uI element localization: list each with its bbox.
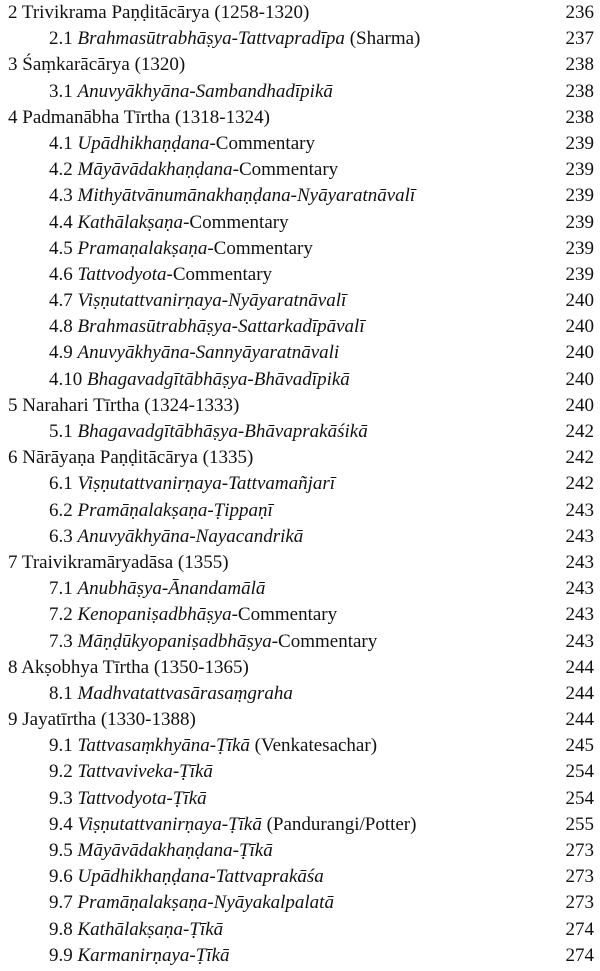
toc-entry-number: 4.3 — [49, 185, 73, 207]
toc-section-entry — [0, 262, 600, 288]
toc-entry-work-title: Bhagavadgītābhāṣya-Bhāvaprakāśikā — [77, 421, 368, 442]
toc-entry-work-title: Madhvatattvasārasaṃgraha — [77, 682, 293, 704]
toc-page-number: 239 — [565, 211, 594, 233]
toc-entry-number: 5 — [8, 394, 18, 416]
toc-page-number: 240 — [565, 368, 594, 390]
toc-entry-number: 4.1 — [49, 132, 73, 154]
toc-entry-title — [49, 212, 289, 233]
toc-entry-title — [49, 316, 365, 337]
toc-entry-title — [8, 107, 270, 128]
toc-section-entry — [0, 576, 600, 602]
toc-entry-number: 2.1 — [49, 28, 73, 50]
toc-entry-number: 7 — [8, 551, 18, 573]
toc-entry-work-title: Kathālakṣaṇa-Ṭīkā — [77, 918, 224, 940]
toc-entry-work-title: Viṣṇutattvanirṇaya-Nyāyaratnāvalī — [77, 290, 347, 312]
toc-entry-text: Jayatīrtha (1330-1388) — [22, 709, 196, 731]
toc-page-number: 274 — [565, 918, 594, 940]
toc-entry-work-title: Tattvasaṃkhyāna-Ṭīkā — [77, 735, 250, 757]
toc-entry-number: 6.2 — [49, 499, 73, 521]
toc-entry-title — [49, 238, 313, 259]
toc-section-entry — [0, 786, 600, 812]
toc-entry-text: (Venkatesachar) — [249, 735, 378, 757]
toc-entry-work-title: Viṣṇutattvanirṇaya-Ṭīkā — [77, 813, 262, 835]
toc-entry-title — [49, 840, 273, 861]
toc-section-entry — [0, 759, 600, 785]
toc-page-number: 243 — [565, 525, 594, 547]
toc-page-number: 240 — [565, 290, 594, 312]
toc-entry-title — [49, 264, 272, 285]
toc-section-entry — [0, 917, 600, 943]
toc-entry-number: 9.5 — [49, 840, 73, 861]
toc-entry-number: 4.5 — [49, 237, 73, 259]
toc-entry-number: 7.1 — [49, 578, 73, 600]
toc-page-number: 273 — [565, 892, 594, 914]
toc-entry-work-title: Anuvyākhyāna-Sambandhadīpikā — [77, 80, 333, 102]
toc-entry-work-title: Pramaṇalakṣaṇa — [77, 237, 208, 259]
toc-chapter-entry — [0, 445, 600, 471]
toc-section-entry — [0, 183, 600, 209]
toc-entry-number: 9.2 — [49, 761, 73, 783]
toc-page-number: 239 — [565, 237, 594, 259]
toc-page-number: 238 — [565, 106, 594, 128]
toc-page-number: 254 — [565, 761, 594, 783]
toc-entry-title — [49, 421, 368, 442]
toc-entry-work-title: Mithyātvānumānakhaṇḍana-Nyāyaratnāvalī — [77, 185, 416, 207]
toc-page-number: 239 — [565, 263, 594, 285]
toc-entry-number: 4.9 — [49, 342, 73, 364]
toc-chapter-entry — [0, 655, 600, 681]
toc-entry-title — [49, 290, 346, 311]
toc-section-entry — [0, 471, 600, 497]
toc-entry-number: 8 — [8, 656, 18, 678]
toc-entry-title — [49, 866, 324, 887]
toc-page-number: 236 — [565, 2, 594, 23]
toc-entry-work-title: Tattvodyota — [77, 263, 167, 285]
toc-page-number: 243 — [565, 630, 594, 652]
toc-entry-title — [49, 28, 420, 49]
toc-page-number: 273 — [565, 840, 594, 861]
toc-entry-number: 6 — [8, 447, 18, 469]
toc-page-number: 245 — [565, 735, 594, 757]
toc-entry-work-title: Anuvyākhyāna-Sannyāyaratnāvali — [77, 342, 340, 364]
toc-entry-title — [49, 788, 207, 809]
toc-entry-title — [49, 919, 223, 940]
toc-chapter-entry — [0, 0, 600, 26]
toc-entry-number: 2 — [8, 2, 18, 23]
toc-entry-title — [49, 631, 377, 652]
toc-entry-text: -Commentary — [183, 211, 289, 233]
toc-section-entry — [0, 602, 600, 628]
toc-entry-number: 9.9 — [49, 944, 73, 966]
toc-entry-work-title: Karmanirṇaya-Ṭīkā — [77, 944, 230, 966]
toc-entry-number: 3 — [8, 54, 18, 76]
toc-entry-title — [8, 552, 229, 573]
toc-section-entry — [0, 79, 600, 105]
toc-entry-number: 5.1 — [49, 421, 73, 442]
toc-entry-title — [49, 892, 334, 913]
toc-entry-title — [49, 369, 350, 390]
toc-page-number: 255 — [565, 813, 594, 835]
toc-page-number: 244 — [565, 682, 594, 704]
toc-entry-number: 9.3 — [49, 787, 73, 809]
toc-entry-title — [8, 54, 185, 75]
toc-entry-work-title: Anuvyākhyāna-Nayacandrikā — [77, 525, 304, 547]
toc-entry-work-title: Brahmasūtrabhāṣya-Tattvapradīpa — [77, 28, 345, 50]
toc-entry-title — [8, 657, 249, 678]
toc-entry-text: -Commentary — [271, 630, 378, 652]
toc-page-number: 244 — [565, 709, 594, 731]
toc-entry-title — [49, 604, 337, 625]
toc-entry-title — [49, 761, 213, 782]
toc-section-entry — [0, 838, 600, 864]
toc-section-entry — [0, 131, 600, 157]
toc-entry-title — [49, 159, 338, 180]
toc-section-entry — [0, 314, 600, 340]
toc-entry-text: Nārāyaṇa Paṇḍitācārya (1335) — [22, 447, 254, 469]
toc-section-entry — [0, 26, 600, 52]
toc-page-number: 242 — [565, 473, 594, 495]
toc-entry-number: 9.8 — [49, 918, 73, 940]
toc-section-entry — [0, 157, 600, 183]
toc-entry-work-title: Māyāvādakhaṇḍana-Ṭīkā — [77, 840, 273, 861]
toc-chapter-entry — [0, 52, 600, 78]
toc-entry-text: Trivikrama Paṇḍitācārya (1258-1320) — [21, 2, 310, 23]
toc-entry-title — [8, 709, 196, 730]
toc-entry-work-title: Upādhikhaṇḍana-Tattvaprakāśa — [77, 866, 324, 888]
toc-page-number: 238 — [565, 80, 594, 102]
toc-page-number: 243 — [565, 578, 594, 600]
toc-entry-number: 4.7 — [49, 290, 73, 312]
toc-entry-title — [49, 578, 265, 599]
toc-entry-number: 4.10 — [49, 368, 83, 390]
toc-page-number: 240 — [565, 394, 594, 416]
toc-page-number: 243 — [565, 604, 594, 626]
toc-entry-number: 7.3 — [49, 630, 73, 652]
toc-entry-title — [49, 945, 230, 966]
toc-page-number: 240 — [565, 316, 594, 338]
toc-entry-work-title: Upādhikhaṇḍana — [77, 132, 210, 154]
toc-page-number: 243 — [565, 499, 594, 521]
toc-entry-number: 4.4 — [49, 211, 73, 233]
toc-section-entry — [0, 733, 600, 759]
toc-entry-number: 4.8 — [49, 316, 73, 338]
toc-chapter-entry — [0, 393, 600, 419]
toc-entry-work-title: Tattvodyota-Ṭīkā — [77, 787, 207, 809]
toc-entry-text: -Commentary — [166, 263, 273, 285]
toc-chapter-entry — [0, 550, 600, 576]
toc-section-entry — [0, 498, 600, 524]
toc-entry-title — [49, 133, 315, 154]
toc-entry-title — [49, 735, 377, 756]
toc-chapter-entry — [0, 707, 600, 733]
toc-section-entry — [0, 943, 600, 969]
toc-entry-title — [8, 447, 253, 468]
toc-entry-number: 8.1 — [49, 682, 73, 704]
toc-page-number: 240 — [565, 342, 594, 364]
toc-entry-text: Padmanābha Tīrtha (1318-1324) — [22, 106, 270, 128]
toc-entry-text: -Commentary — [209, 132, 315, 154]
toc-entry-text: -Commentary — [231, 604, 338, 626]
toc-entry-text: (Pandurangi/Potter) — [261, 813, 417, 835]
toc-entry-title — [49, 500, 273, 521]
toc-page-number: 254 — [565, 787, 594, 809]
toc-page-number: 239 — [565, 132, 594, 154]
toc-entry-number: 9.1 — [49, 735, 73, 757]
toc-entry-text: Śaṃkarācārya (1320) — [22, 54, 186, 76]
toc-entry-number: 6.1 — [49, 473, 73, 495]
toc-entry-title — [49, 526, 303, 547]
toc-entry-text: (Sharma) — [344, 28, 421, 50]
toc-entry-number: 9.4 — [49, 813, 73, 835]
toc-entry-work-title: Bhagavadgītābhāṣya-Bhāvadīpikā — [87, 368, 350, 390]
toc-page-number: 244 — [565, 656, 594, 678]
toc-section-entry — [0, 236, 600, 262]
toc-page-number: 239 — [565, 185, 594, 207]
toc-section-entry — [0, 629, 600, 655]
toc-entry-title — [49, 473, 335, 494]
toc-entry-title — [8, 2, 309, 23]
toc-page-number: 242 — [565, 447, 594, 469]
toc-page-number: 274 — [565, 944, 594, 966]
toc-entry-number: 9.6 — [49, 866, 73, 888]
toc-entry-text: Narahari Tīrtha (1324-1333) — [22, 394, 240, 416]
toc-entry-work-title: Tattvaviveka-Ṭīkā — [77, 761, 213, 783]
toc-section-entry — [0, 340, 600, 366]
toc-entry-text: -Commentary — [207, 237, 313, 259]
toc-entry-work-title: Kenopaniṣadbhāṣya — [77, 604, 232, 626]
toc-entry-title — [49, 342, 339, 363]
toc-entry-number: 4.2 — [49, 159, 73, 181]
toc-entry-text: Akṣobhya Tīrtha (1350-1365) — [21, 656, 249, 678]
toc-entry-title — [49, 814, 416, 835]
toc-section-entry — [0, 367, 600, 393]
toc-entry-title — [8, 395, 239, 416]
toc-entry-work-title: Brahmasūtrabhāṣya-Sattarkadīpāvalī — [77, 316, 365, 338]
toc-entry-work-title: Māṇḍūkyopaniṣadbhāṣya — [77, 630, 272, 652]
toc-entry-work-title: Anubhāṣya-Ānandamālā — [77, 578, 266, 600]
toc-entry-number: 4.6 — [49, 263, 73, 285]
toc-entry-text: Traivikramāryadāsa (1355) — [21, 551, 229, 573]
toc-entry-work-title: Māyāvādakhaṇḍana — [77, 159, 233, 181]
toc-entry-number: 9.7 — [49, 892, 73, 914]
toc-section-entry — [0, 288, 600, 314]
toc-page-number: 237 — [565, 28, 594, 50]
toc-section-entry — [0, 890, 600, 916]
toc-page-number: 238 — [565, 54, 594, 76]
toc-page-number: 243 — [565, 551, 594, 573]
toc-entry-number: 6.3 — [49, 525, 73, 547]
toc-entry-number: 9 — [8, 709, 18, 731]
toc-entry-title — [49, 185, 415, 206]
toc-section-entry — [0, 812, 600, 838]
toc-entry-text: -Commentary — [232, 159, 339, 181]
toc-page-number: 273 — [565, 866, 594, 888]
toc-section-entry — [0, 524, 600, 550]
toc-section-entry — [0, 210, 600, 236]
toc-entry-number: 7.2 — [49, 604, 73, 626]
toc-page-number: 242 — [565, 421, 594, 442]
toc-section-entry — [0, 419, 600, 445]
toc-entry-title — [49, 81, 333, 102]
toc-entry-number: 4 — [8, 106, 18, 128]
toc-entry-work-title: Kathālakṣaṇa — [77, 211, 184, 233]
toc-entry-work-title: Pramāṇalakṣaṇa-Nyāyakalpalatā — [77, 892, 334, 914]
toc-entry-number: 3.1 — [49, 80, 73, 102]
toc-entry-title — [49, 683, 293, 704]
toc-entry-work-title: Pramāṇalakṣaṇa-Ṭippaṇī — [77, 499, 273, 521]
toc-chapter-entry — [0, 105, 600, 131]
toc-entry-work-title: Viṣṇutattvanirṇaya-Tattvamañjarī — [77, 473, 336, 495]
toc-section-entry — [0, 864, 600, 890]
toc-section-entry — [0, 681, 600, 707]
toc-page-number: 239 — [565, 159, 594, 181]
